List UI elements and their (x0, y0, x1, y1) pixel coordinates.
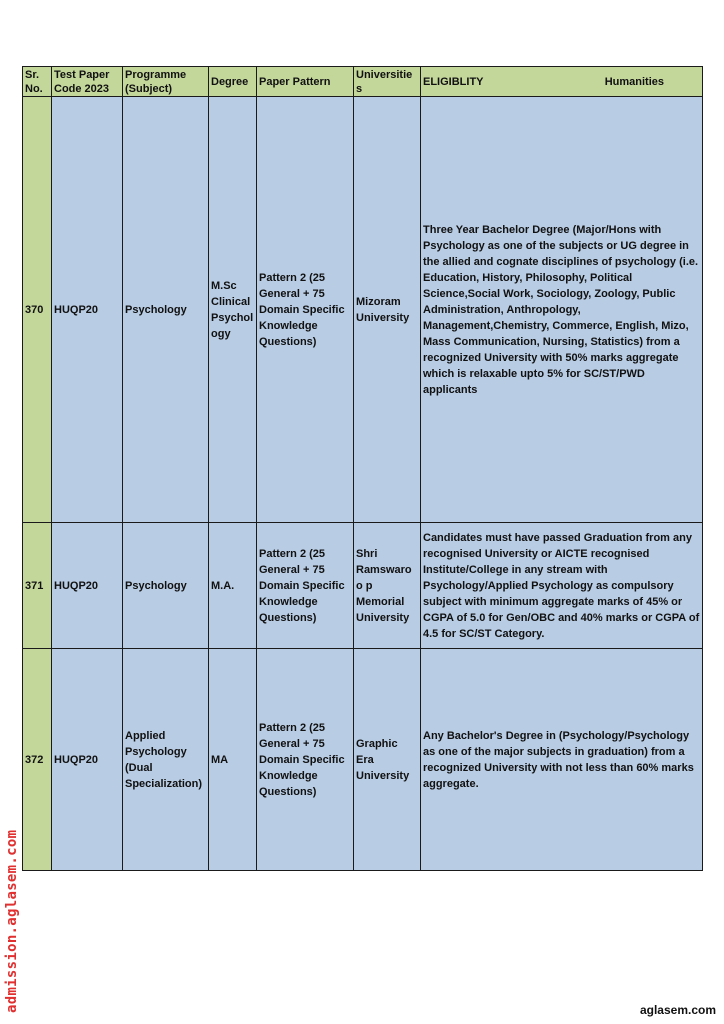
row-degree: M.A. (209, 523, 257, 649)
row-pattern: Pattern 2 (25 General + 75 Domain Specific Knowledge Questions) (257, 649, 354, 871)
row-university: Mizoram University (354, 97, 421, 523)
row-programme: Psychology (123, 97, 209, 523)
watermark-link[interactable]: admission.aglasem.com (4, 829, 20, 1013)
row-code: HUQP20 (52, 97, 123, 523)
row-pattern: Pattern 2 (25 General + 75 Domain Specific Knowledge Questions) (257, 97, 354, 523)
header-eligibility-label: ELIGIBLITY (423, 75, 484, 88)
row-degree: M.Sc Clinical Psychol ogy (209, 97, 257, 523)
header-eligibility (421, 67, 703, 97)
header-code: Test Paper Code 2023 (52, 67, 123, 97)
header-degree: Degree (209, 67, 257, 97)
row-sr: 372 (23, 649, 52, 871)
row-pattern: Pattern 2 (25 General + 75 Domain Specific Knowledge Questions) (257, 523, 354, 649)
header-row (23, 67, 703, 97)
row-sr: 371 (23, 523, 52, 649)
table-row (23, 649, 703, 871)
header-pattern: Paper Pattern (257, 67, 354, 97)
header-programme: Programme (Subject) (123, 67, 209, 97)
table-row (23, 523, 703, 649)
table-row (23, 97, 703, 523)
row-university: Graphic Era University (354, 649, 421, 871)
row-university: Shri Ramswaroo p Memorial University (354, 523, 421, 649)
footer-site-link[interactable]: aglasem.com (639, 1003, 716, 1017)
row-eligibility: Any Bachelor's Degree in (Psychology/Psychology as one of the major subjects in graduation) from a recognized University with not less than 60% marks aggregate. (421, 649, 703, 871)
row-code: HUQP20 (52, 649, 123, 871)
row-eligibility: Three Year Bachelor Degree (Major/Hons with Psychology as one of the subjects or UG degree in the allied and cognate disciplines of psychology (i.e. Education, History, Philosophy, Political Science,Social Work, Sociology, Zoology, Public Administration, Anthropology, Management,Chemistry, Commerce, English, Mizo, Mass Communication, Nursing, Statistics) from a recognized University with 50% marks aggregate which is relaxable upto 5% for SC/ST/PWD applicants (421, 97, 703, 523)
eligibility-table (22, 66, 703, 871)
row-code: HUQP20 (52, 523, 123, 649)
header-sr: Sr. No. (23, 67, 52, 97)
header-section-label: Humanities (604, 75, 664, 88)
row-degree: MA (209, 649, 257, 871)
row-programme: Psychology (123, 523, 209, 649)
row-programme: Applied Psychology (Dual Specialization) (123, 649, 209, 871)
row-eligibility: Candidates must have passed Graduation from any recognised University or AICTE recognised Institute/College in any stream with Psychology/Applied Psychology as compulsory subject with minimum aggregate marks of 45% or CGPA of 5.0 for Gen/OBC and 40% marks or CGPA of 4.5 for SC/ST Category. (421, 523, 703, 649)
row-sr: 370 (23, 97, 52, 523)
header-universities: Universities (354, 67, 421, 97)
